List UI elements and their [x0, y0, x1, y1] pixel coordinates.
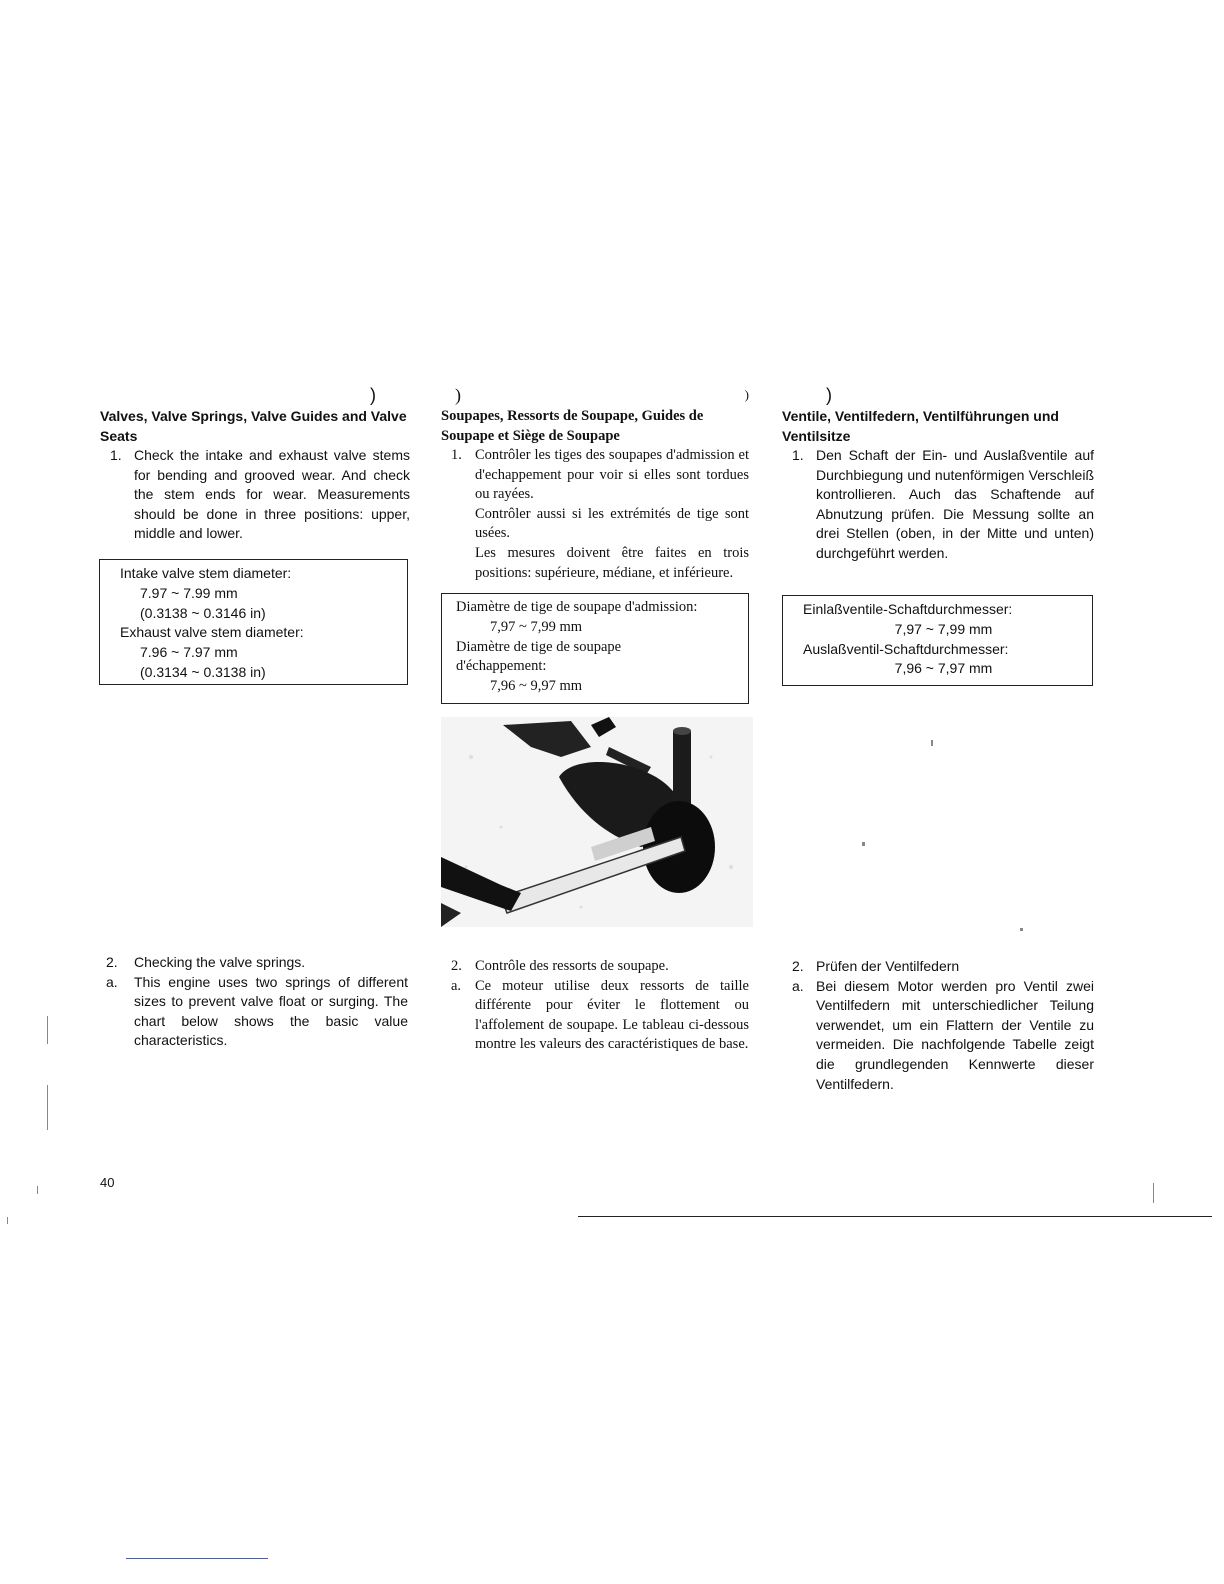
step-text: Checking the valve springs.	[134, 954, 306, 970]
step-text: Check the intake and exhaust valve stems for bending and grooved wear. And check the stem ends for wear. Measurements should be done in three positions: upper, middle and lower.	[134, 447, 410, 542]
spec-label: Intake valve stem diameter:	[120, 565, 292, 581]
spec-value: (0.3138 ~ 0.3146 in)	[140, 604, 266, 621]
scan-speck	[931, 740, 933, 746]
paren-mark: )	[826, 385, 832, 405]
list-number: 1.	[792, 447, 804, 463]
list-item	[100, 446, 410, 544]
spec-label: Auslaßventil-Schaftdurchmesser:	[803, 640, 1009, 657]
list-number: 2.	[792, 958, 804, 974]
step-text: Bei diesem Motor werden pro Ventil zwei Ventilfedern mit unterschiedlicher Teilung verwendet, um ein Flattern der Ventile zu vermeiden. Die nachfolgende Tabelle zeigt die grundlegenden Kennwerte dieser Ventilfedern.	[816, 977, 1094, 1092]
list-item	[782, 977, 1094, 1095]
scan-speck	[862, 842, 865, 846]
spec-value: 7,97 ~ 7,99 mm	[894, 620, 993, 637]
bottom-divider	[578, 1216, 1212, 1217]
valve-stem-measurement-photo	[441, 717, 753, 927]
list-number: 2.	[451, 958, 462, 974]
spec-box-english	[99, 559, 408, 685]
step-text: Contrôler les tiges des soupapes d'admission et d'echappement pour voir si elles sont tordues ou rayées.	[475, 447, 749, 503]
list-item	[441, 957, 749, 977]
german-column	[782, 384, 1094, 564]
spec-value: 7.96 ~ 7.97 mm	[140, 644, 238, 661]
list-letter: a.	[451, 977, 462, 994]
german-section-2	[782, 957, 1094, 1094]
paren-mark: )	[370, 385, 376, 405]
scan-speck	[7, 1217, 8, 1224]
footer-link-underline	[126, 1558, 268, 1559]
section-heading-german: Ventile, Ventilfedern, Ventilführungen und Ventilsitze	[782, 408, 1059, 444]
step-text: Den Schaft der Ein- und Auslaßventile auf Durchbiegung und nutenförmigen Verschleiß kontrollieren. Auch das Schaftende auf Abnutzung prüfen. Die Messung sollte an drei Stellen (oben, in der Mitte und unten) durchgeführt werden.	[816, 447, 1094, 561]
list-number: 1.	[451, 447, 462, 463]
list-item	[100, 973, 408, 1051]
step-text: This engine uses two springs of different sizes to prevent valve float or surging. The chart below shows the basic value characteristics.	[134, 973, 408, 1049]
scan-speck	[1020, 928, 1023, 931]
list-item	[782, 446, 1094, 564]
scan-speck	[1153, 1183, 1154, 1203]
list-item	[441, 446, 749, 583]
list-number: 2.	[106, 954, 118, 970]
list-letter: a.	[106, 973, 118, 990]
scan-speck	[47, 1016, 48, 1044]
paren-right: )	[744, 387, 749, 402]
section-heading-english: Valves, Valve Springs, Valve Guides and Valve Seats	[100, 408, 407, 444]
list-item	[441, 977, 749, 1055]
spec-value: (0.3134 ~ 0.3138 in)	[140, 663, 266, 680]
step-text: Les mesures doivent être faites en trois positions: supérieure, médiane, et inférieure.	[475, 544, 749, 581]
photo-icon	[441, 717, 753, 927]
step-text: Ce moteur utilise deux ressorts de taille différente pour éviter le flottement ou l'affolement de soupape. Le tableau ci-dessous montre les valeurs des caractéristiques de base.	[475, 977, 749, 1053]
list-item	[100, 953, 408, 973]
french-section-2	[441, 957, 749, 1055]
section-heading-french: Soupapes, Ressorts de Soupape, Guides de Soupape et Siège de Soupape	[441, 408, 704, 444]
spec-box-german	[782, 595, 1093, 686]
list-item	[782, 957, 1094, 977]
spec-label: Exhaust valve stem diameter:	[120, 624, 304, 641]
english-section-2	[100, 953, 408, 1051]
french-column	[441, 384, 749, 583]
step-text: Prüfen der Ventilfedern	[816, 958, 960, 974]
spec-value: 7,96 ~ 7,97 mm	[894, 660, 993, 677]
list-number: 1.	[110, 447, 122, 463]
spec-value: 7,97 ~ 7,99 mm	[490, 618, 583, 635]
spec-value: 7.97 ~ 7.99 mm	[140, 584, 238, 601]
paren-left: )	[455, 385, 461, 405]
spec-box-french	[441, 593, 749, 704]
paren-mark	[441, 384, 749, 406]
page-number: 40	[100, 1175, 115, 1190]
spec-label: Diamètre de tige de soupape d'échappement:	[456, 638, 622, 675]
spec-label: Diamètre de tige de soupape d'admission:	[456, 599, 698, 615]
step-text: Contrôle des ressorts de soupape.	[475, 958, 669, 974]
scan-speck	[37, 1186, 38, 1194]
spec-label: Einlaßventile-Schaftdurchmesser:	[803, 601, 1013, 617]
spec-value: 7,96 ~ 9,97 mm	[490, 678, 583, 695]
step-text: Contrôler aussi si les extrémités de tige sont usées.	[475, 505, 749, 542]
list-letter: a.	[792, 977, 804, 994]
scan-speck	[47, 1085, 48, 1130]
english-column	[100, 384, 410, 544]
